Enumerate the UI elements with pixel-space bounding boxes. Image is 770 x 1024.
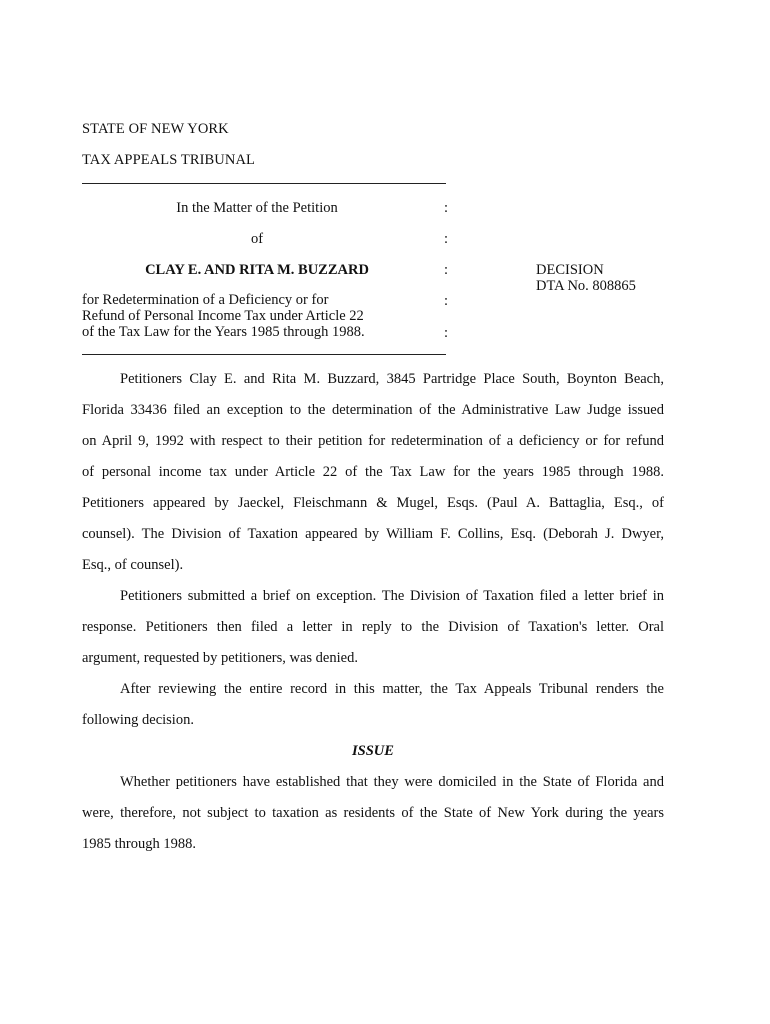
caption-bottom-rule bbox=[82, 354, 446, 355]
paragraph-line: following decision. bbox=[82, 712, 194, 728]
issue-heading: ISSUE bbox=[352, 743, 394, 759]
caption-top-rule bbox=[82, 183, 446, 184]
paragraph-line: counsel). The Division of Taxation appeared by William F. Collins, Esq. (Deborah J. Dwyer, bbox=[82, 526, 664, 542]
paragraph-line: on April 9, 1992 with respect to their petition for redetermination of a deficiency or for refund bbox=[82, 433, 664, 449]
paragraph-line: were, therefore, not subject to taxation as residents of the State of New York during the years bbox=[82, 805, 664, 821]
paragraph-line: of personal income tax under Article 22 of the Tax Law for the years 1985 through 1988. bbox=[82, 464, 664, 480]
paragraph-line: Whether petitioners have established that they were domiciled in the State of Florida and bbox=[120, 774, 664, 790]
caption-colon: : bbox=[444, 231, 449, 247]
caption-colon: : bbox=[444, 262, 449, 278]
caption-colon: : bbox=[444, 200, 449, 216]
paragraph-line: argument, requested by petitioners, was denied. bbox=[82, 650, 358, 666]
tribunal-heading: TAX APPEALS TRIBUNAL bbox=[82, 152, 255, 168]
paragraph-line: After reviewing the entire record in this matter, the Tax Appeals Tribunal renders the bbox=[120, 681, 664, 697]
caption-colon: : bbox=[444, 293, 449, 309]
caption-purpose-line: Refund of Personal Income Tax under Article 22 bbox=[82, 308, 364, 324]
paragraph-line: Petitioners Clay E. and Rita M. Buzzard, 3845 Partridge Place South, Boynton Beach, bbox=[120, 371, 664, 387]
dta-number: DTA No. 808865 bbox=[536, 278, 636, 294]
paragraph-line: response. Petitioners then filed a letter in reply to the Division of Taxation's letter. Oral bbox=[82, 619, 664, 635]
caption-colon: : bbox=[444, 325, 449, 341]
paragraph-line: Petitioners submitted a brief on exception. The Division of Taxation filed a letter brief in bbox=[120, 588, 664, 604]
caption-of-line: of bbox=[250, 231, 264, 247]
paragraph-line: Esq., of counsel). bbox=[82, 557, 184, 573]
caption-matter-line: In the Matter of the Petition bbox=[176, 200, 338, 216]
paragraph-line: 1985 through 1988. bbox=[82, 836, 196, 852]
caption-purpose-line: of the Tax Law for the Years 1985 through 1988. bbox=[82, 324, 365, 340]
decision-label: DECISION bbox=[536, 262, 604, 278]
paragraph-line: Florida 33436 filed an exception to the determination of the Administrative Law Judge issued bbox=[82, 402, 664, 418]
caption-purpose-line: for Redetermination of a Deficiency or for bbox=[82, 292, 329, 308]
caption-parties: CLAY E. AND RITA M. BUZZARD bbox=[145, 262, 369, 278]
state-heading: STATE OF NEW YORK bbox=[82, 121, 229, 137]
paragraph-line: Petitioners appeared by Jaeckel, Fleischmann & Mugel, Esqs. (Paul A. Battaglia, Esq., of bbox=[82, 495, 664, 511]
